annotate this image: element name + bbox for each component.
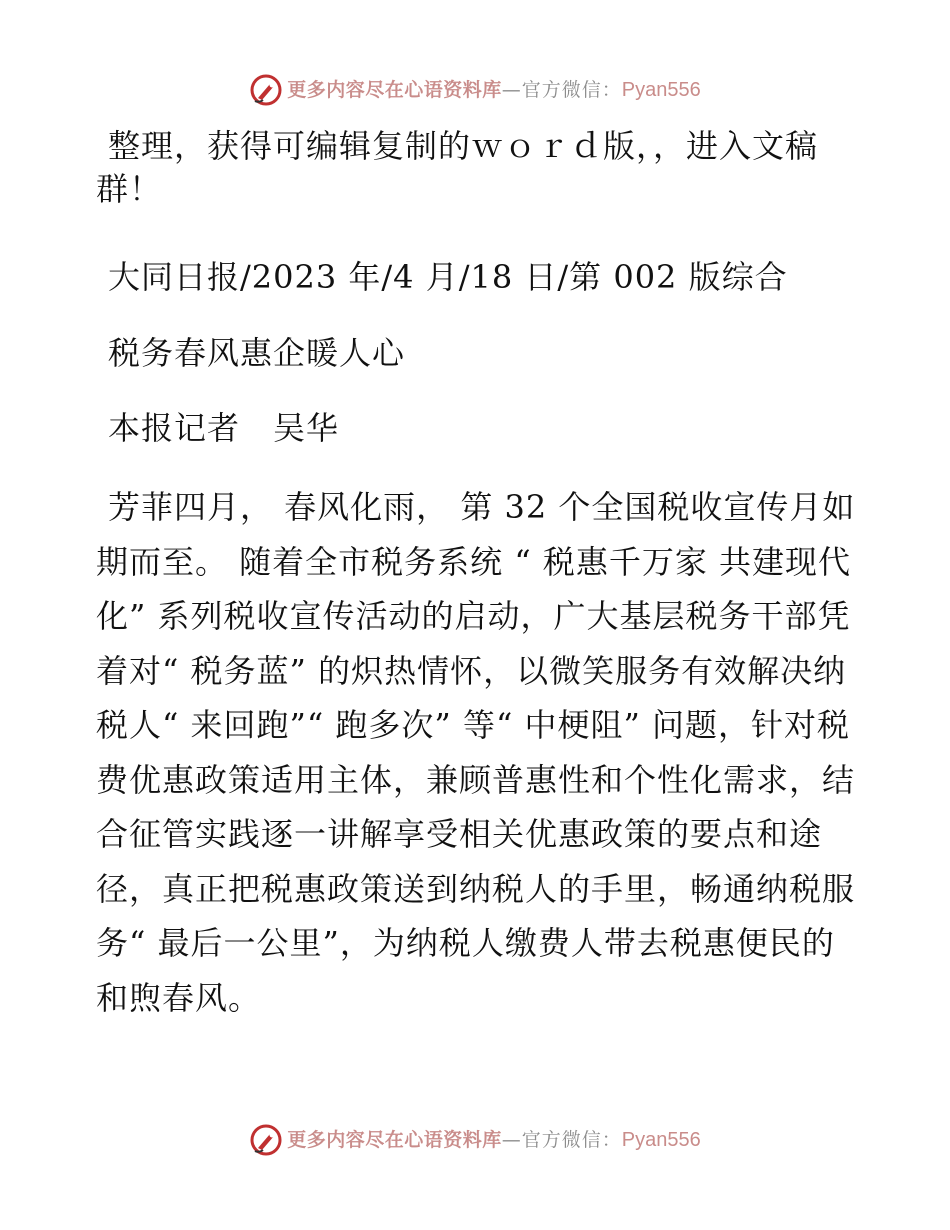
watermark-sub-text: —官方微信： [501, 1129, 622, 1151]
watermark-wechat-id: Pyan556 [621, 1129, 701, 1151]
article-paragraph: 芳菲四月， 春风化雨， 第 32 个全国税收宣传月如期而至。 随着全市税务系统 “ 税惠千万家 共建现代化” 系列税收宣传活动的启动，广大基层税务干部凭着对“ 税务蓝” 的炽热情怀，以微笑服务有效解决纳税人“ 来回跑”“ 跑多次” 等“ 中梗阻” 问题，针对税费优惠政策适用主体，兼顾普惠性和个性化需求，结合征管实践逐一讲解享受相关优惠政策的要点和途径，真正把税惠政策送到纳税人的手里，畅通纳税服务“ 最后一公里”，为纳税人缴费人带去税惠便民的和煦春风。 [96, 488, 856, 1017]
article-headline: 税务春风惠企暖人心 [108, 334, 406, 372]
pen-nib-logo-icon [249, 73, 283, 107]
article-byline: 本报记者 吴华 [108, 409, 340, 447]
pen-nib-logo-icon [249, 1123, 283, 1157]
watermark-main-text: 更多内容尽在心语资料库 [287, 79, 502, 101]
watermark-main-text: 更多内容尽在心语资料库 [287, 1129, 502, 1151]
dateline: 大同日报/2023 年/4 月/18 日/第 002 版综合 [108, 258, 788, 296]
watermark-wechat-id: Pyan556 [621, 79, 701, 101]
footer-watermark [0, 1120, 950, 1160]
intro-text: 整理，获得可编辑复制的ｗｏｒｄ版，，进入文稿群！ [96, 127, 819, 208]
header-watermark [0, 70, 950, 110]
watermark-sub-text: —官方微信： [501, 79, 622, 101]
